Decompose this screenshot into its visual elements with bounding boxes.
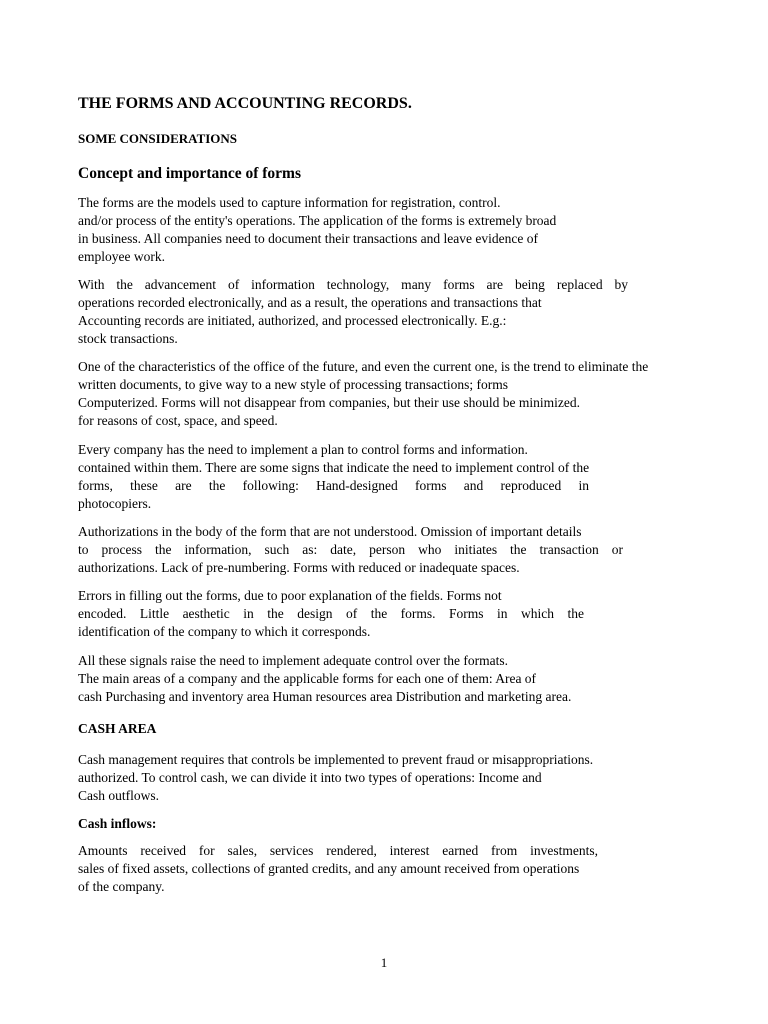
paragraph-line: cash Purchasing and inventory area Human resources area Distribution and marketing area. — [78, 689, 572, 704]
paragraph-line: stock transactions. — [78, 331, 178, 346]
paragraph-line: written documents, to give way to a new style of processing transactions; forms — [78, 377, 509, 392]
paragraph-line: Cash management requires that controls be implemented to prevent fraud or misappropriations. — [78, 752, 594, 767]
paragraph-line: to process the information, such as: date, person who initiates the transaction or — [78, 542, 623, 557]
paragraph-6 — [78, 587, 678, 641]
paragraph-line: Cash outflows. — [78, 788, 159, 803]
paragraph-2 — [78, 276, 628, 348]
paragraph-line: forms, these are the following: Hand-designed forms and reproduced in — [78, 478, 589, 493]
paragraph-3 — [78, 358, 718, 430]
paragraph-line: employee work. — [78, 249, 165, 264]
paragraph-line: Errors in filling out the forms, due to poor explanation of the fields. Forms not — [78, 588, 502, 603]
paragraph-line: and/or process of the entity's operations. The application of the forms is extremely broad — [78, 213, 557, 228]
cash-inflows-heading: Cash inflows: — [78, 816, 157, 831]
paragraph-line: authorizations. Lack of pre-numbering. Forms with reduced or inadequate spaces. — [78, 560, 520, 575]
paragraph-line: of the company. — [78, 879, 165, 894]
paragraph-line: The main areas of a company and the applicable forms for each one of them: Area of — [78, 671, 537, 686]
page-number: 1 — [380, 955, 388, 970]
paragraph-line: All these signals raise the need to implement adequate control over the formats. — [78, 653, 508, 668]
paragraph-1 — [78, 194, 628, 266]
paragraph-line: contained within them. There are some signs that indicate the need to implement control of the — [78, 460, 590, 475]
paragraph-7 — [78, 652, 658, 706]
section-heading: Concept and importance of forms — [78, 165, 302, 182]
paragraph-line: photocopiers. — [78, 496, 152, 511]
paragraph-line: Computerized. Forms will not disappear from companies, but their use should be minimized. — [78, 395, 581, 410]
paragraph-line: operations recorded electronically, and as a result, the operations and transactions that — [78, 295, 542, 310]
paragraph-line: identification of the company to which it corresponds. — [78, 624, 371, 639]
paragraph-line: authorized. To control cash, we can divide it into two types of operations: Income and — [78, 770, 542, 785]
paragraph-line: The forms are the models used to capture information for registration, control. — [78, 195, 501, 210]
document-subtitle: SOME CONSIDERATIONS — [78, 131, 238, 146]
paragraph-line: for reasons of cost, space, and speed. — [78, 413, 278, 428]
paragraph-line: Every company has the need to implement a plan to control forms and information. — [78, 442, 528, 457]
paragraph-line: One of the characteristics of the office of the future, and even the current one, is the trend to eliminate the — [78, 359, 649, 374]
cash-area-heading: CASH AREA — [78, 721, 157, 736]
paragraph-line: Accounting records are initiated, authorized, and processed electronically. E.g.: — [78, 313, 507, 328]
paragraph-line: With the advancement of information technology, many forms are being replaced by — [78, 277, 628, 292]
paragraph-line: Amounts received for sales, services rendered, interest earned from investments, — [78, 843, 598, 858]
paragraph-5 — [78, 523, 677, 577]
cash-paragraph — [78, 751, 678, 805]
paragraph-line: sales of fixed assets, collections of granted credits, and any amount received from operations — [78, 861, 580, 876]
document-title: THE FORMS AND ACCOUNTING RECORDS. — [78, 95, 412, 112]
inflows-paragraph — [78, 842, 648, 896]
paragraph-4 — [78, 441, 677, 513]
paragraph-line: in business. All companies need to document their transactions and leave evidence of — [78, 231, 538, 246]
paragraph-line: Authorizations in the body of the form that are not understood. Omission of important details — [78, 524, 582, 539]
paragraph-line: encoded. Little aesthetic in the design of the forms. Forms in which the — [78, 606, 584, 621]
